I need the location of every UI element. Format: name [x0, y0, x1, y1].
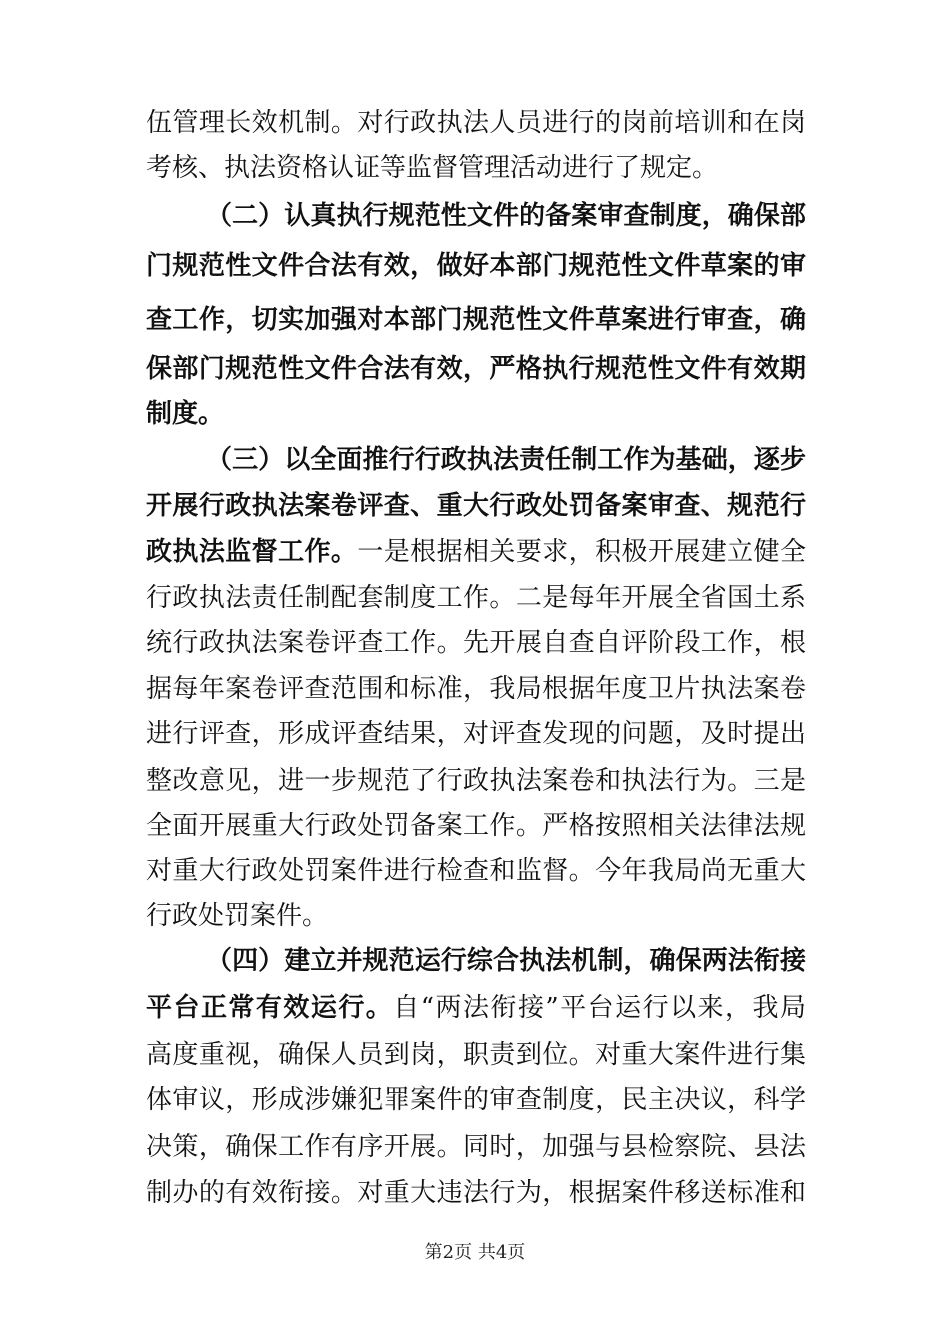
text-line: [146, 623, 806, 663]
text-segment: 决策，确保工作有序开展。同时，加强与县检察院、县法: [146, 1132, 806, 1162]
text-line: [146, 806, 806, 846]
text-segment: 伍管理长效机制。对行政执法人员进行的岗前培训和在岗: [146, 108, 806, 138]
bold-text-segment: （二）认真执行规范性文件的备案审查制度，确保部: [206, 201, 806, 231]
text-line: [146, 761, 806, 801]
text-segment: 进行评查，形成评查结果，对评查发现的问题，及时提出: [146, 719, 806, 749]
text-segment: 行政执法责任制配套制度工作。二是每年开展全省国土系: [146, 583, 806, 613]
text-line: [146, 1173, 806, 1213]
text-line: [146, 394, 806, 434]
text-line: [146, 246, 806, 286]
text-line: [146, 1127, 806, 1167]
page-footer: 第2页 共4页: [424, 1242, 526, 1263]
text-line: [146, 988, 806, 1028]
text-line: [146, 1035, 806, 1075]
text-line: [146, 714, 806, 754]
text-segment: 统行政执法案卷评查工作。先开展自查自评阶段工作，根: [146, 628, 806, 658]
bold-text-segment: 门规范性文件合法有效，做好本部门规范性文件草案的审: [146, 251, 806, 281]
text-line: [146, 669, 806, 709]
text-segment: 行政处罚案件。: [146, 901, 329, 931]
bold-text-segment: 开展行政执法案卷评查、重大行政处罚备案审查、规范行: [146, 491, 806, 521]
text-line: [146, 349, 806, 389]
text-segment: 对重大行政处罚案件进行检查和监督。今年我局尚无重大: [146, 856, 806, 886]
bold-text-segment: 制度。: [146, 399, 225, 429]
text-line: [146, 896, 806, 936]
text-segment: 制办的有效衔接。对重大违法行为，根据案件移送标准和: [146, 1178, 806, 1208]
text-segment: 考核、执法资格认证等监督管理活动进行了规定。: [146, 153, 719, 183]
text-segment: 一是根据相关要求，积极开展建立健全: [357, 537, 806, 567]
text-line: [146, 486, 806, 526]
text-segment: 据每年案卷评查范围和标准，我局根据年度卫片执法案卷: [146, 674, 806, 704]
text-segment: 体审议，形成涉嫌犯罪案件的审查制度，民主决议，科学: [146, 1085, 806, 1115]
text-segment: 高度重视，确保人员到岗，职责到位。对重大案件进行集: [146, 1040, 806, 1070]
bold-text-segment: 政执法监督工作。: [146, 537, 358, 567]
text-line: [146, 532, 806, 572]
text-line: [146, 851, 806, 891]
text-segment: 全面开展重大行政处罚备案工作。严格按照相关法律法规: [146, 811, 806, 841]
bold-text-segment: （四）建立并规范运行综合执法机制，确保两法衔接: [206, 946, 806, 976]
bold-text-segment: 保部门规范性文件合法有效，严格执行规范性文件有效期: [146, 354, 806, 384]
text-line: [146, 578, 806, 618]
bold-text-segment: （三）以全面推行行政执法责任制工作为基础，逐步: [206, 445, 806, 475]
bold-text-segment: 查工作，切实加强对本部门规范性文件草案进行审查，确: [146, 305, 806, 335]
text-line: [146, 1080, 806, 1120]
text-line: [146, 300, 806, 340]
text-line: [206, 440, 806, 480]
text-line: [206, 196, 806, 236]
text-segment: 整改意见，进一步规范了行政执法案卷和执法行为。三是: [146, 766, 806, 796]
text-line: [146, 103, 806, 143]
text-line: [146, 148, 806, 188]
bold-text-segment: 平台正常有效运行。: [146, 993, 394, 1023]
text-segment: 自“两法衔接”平台运行以来，我局: [393, 993, 806, 1023]
text-line: [206, 941, 806, 981]
